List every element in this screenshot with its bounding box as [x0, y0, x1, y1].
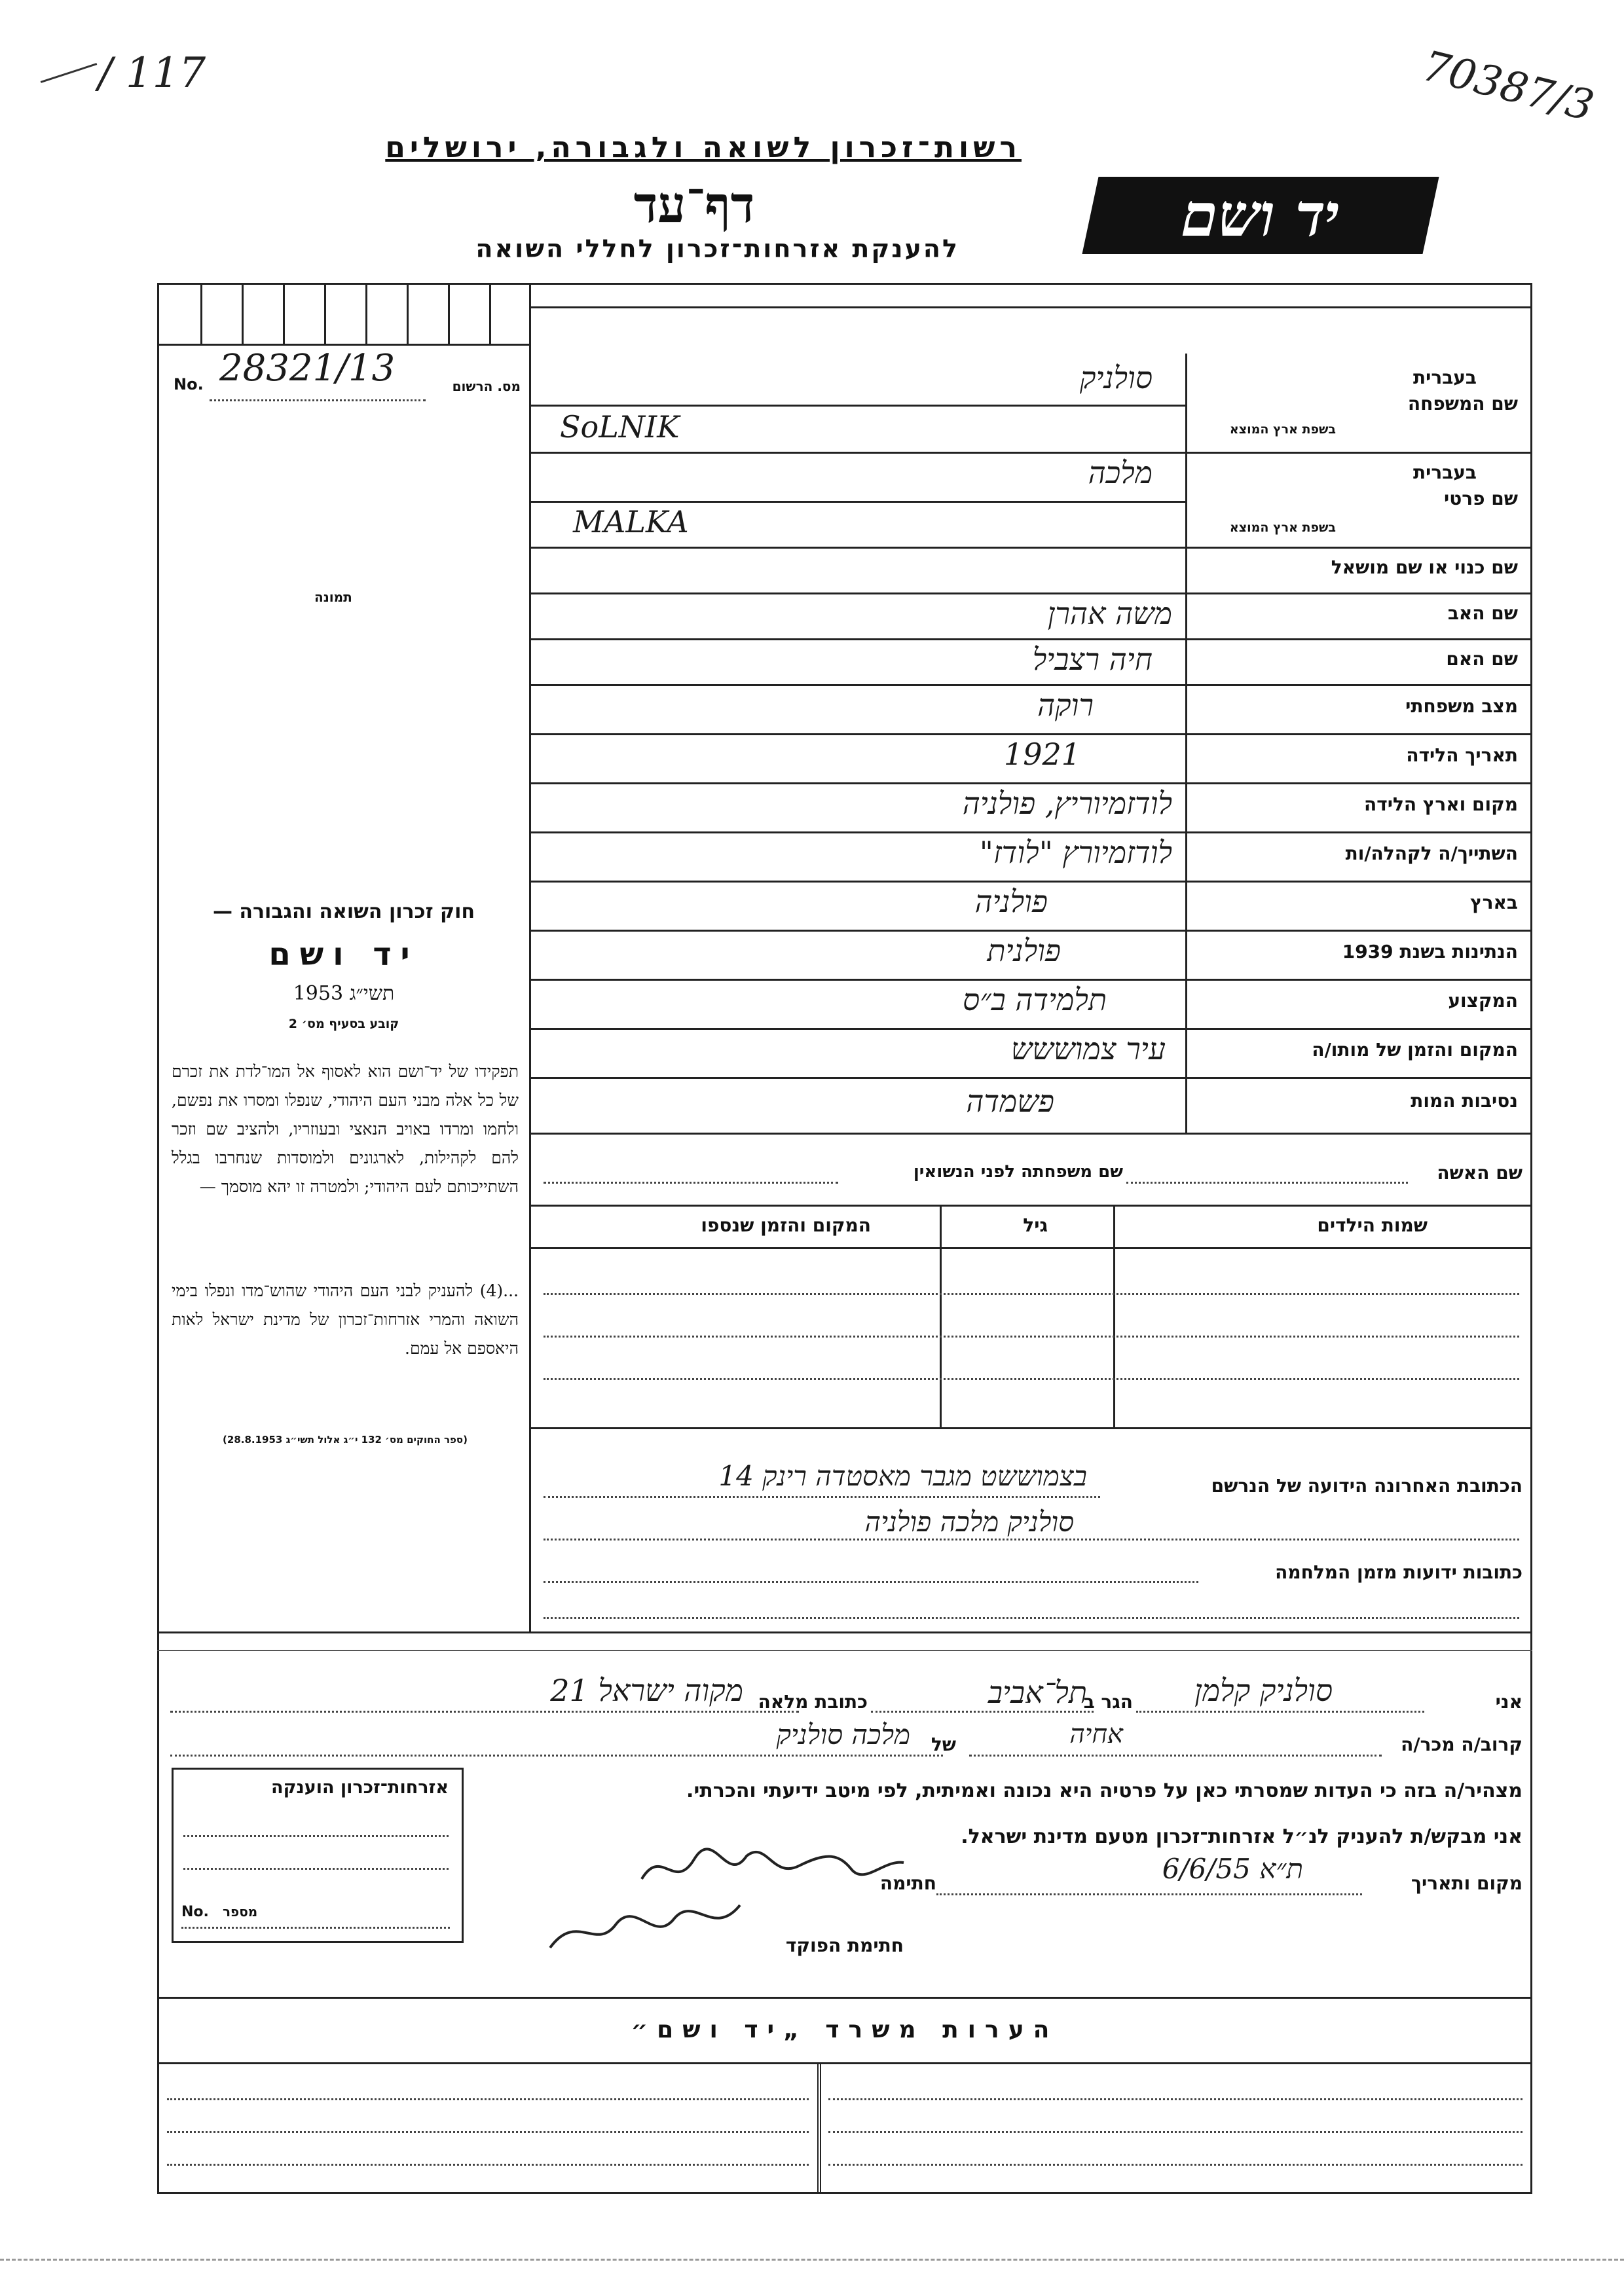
maiden-dots: [544, 1182, 838, 1184]
frame-top: [157, 283, 1532, 285]
registration-label: מס. הרשום: [452, 378, 521, 394]
address-dots: [170, 1711, 799, 1713]
row-line: [529, 1028, 1531, 1030]
remarks-dots: [167, 2098, 809, 2100]
citizenship-value: פולנית: [987, 933, 1061, 968]
row-line: [529, 831, 1531, 833]
frame-right-lower: [1530, 1631, 1532, 1998]
law-text-1: תפקידו של יד־ושם הוא לאסוף אל המו־לדת את זכרם של כל אלה מבני העם היהודי, שנפלו ומסרו את נפשם, ולחמו ומרדו באויב הנאצי ובעוזריו, ולהציב שם וזכר להם לקהילות, לארגונים ולמוסדות שנחרבו בגלל השתייכותם לעם היהודי; ולמטרה זו יהא מוסמך —: [172, 1062, 519, 1196]
community-value: לודזמיורץ "לודז": [979, 835, 1172, 870]
citizenship-box-no-label: No.: [181, 1904, 209, 1920]
remarks-dots: [167, 2131, 809, 2133]
code-boxes-bottom: [157, 344, 530, 346]
law-source: (ספר החוקים מס׳ 132 י״ג אלול תשי״ג 28.8.1953): [223, 1434, 468, 1446]
remarks-top: [157, 1997, 1532, 1999]
citizenship-granted-box: [172, 1768, 464, 1943]
declarant-address: מקוה ישראל 21: [550, 1673, 743, 1708]
request-text: אני מבקש/ת להעניק לנ״ל אזרחות־זכרון מטעם מדינת ישראל.: [961, 1825, 1522, 1848]
row-line: [529, 1077, 1531, 1079]
remarks-title: הערות משרד „יד ושם״: [631, 2016, 1059, 2043]
birthdate-value: 1921: [1003, 737, 1080, 772]
children-header-age: גיל: [1023, 1214, 1048, 1236]
law-title: חוק זכרון השואה והגבורה —: [212, 900, 475, 923]
law-year: תשי״ג 1953: [293, 982, 395, 1005]
authority-name: רשות־זכרון לשואה ולגבורה, ירושלים: [385, 131, 1022, 164]
frame-mid-2: [157, 1650, 1532, 1651]
column-divider: [529, 283, 531, 1631]
last-address-dots-2: [544, 1539, 1519, 1540]
children-header-line: [529, 1247, 1531, 1249]
row-line: [529, 452, 1531, 454]
circumstances-value: פשמדה: [966, 1084, 1054, 1119]
law-clause: קובע בסעיף מס׳ 2: [288, 1017, 399, 1031]
children-row-dots: [544, 1336, 1519, 1338]
firstname-hebrew-value: מלכה: [1088, 455, 1153, 490]
header-row-line: [529, 306, 1531, 308]
row-line: [529, 1133, 1531, 1135]
remarks-dots: [828, 2098, 1522, 2100]
firstname-origin-label: בשפת ארץ המוצא: [1229, 520, 1336, 535]
row-line: [529, 638, 1531, 640]
remarks-dots: [167, 2164, 809, 2166]
country-label: בארץ: [1470, 892, 1518, 913]
father-value: משה אהרן: [1047, 596, 1172, 631]
row-line: [529, 733, 1531, 735]
code-box-divider: [365, 283, 367, 344]
wife-label: שם האשה: [1437, 1162, 1522, 1184]
row-line: [529, 930, 1531, 932]
of-dots: [170, 1755, 943, 1757]
row-line: [529, 592, 1531, 594]
page-subtitle: להענקת אזרחות־זכרון לחללי השואה: [475, 234, 959, 263]
row-line: [529, 547, 1531, 549]
profession-value: תלמידה ב״ס: [962, 982, 1107, 1017]
father-label: שם האב: [1447, 602, 1518, 624]
row-line: [529, 501, 1185, 503]
relation-dots: [969, 1755, 1382, 1757]
citizenship-box-number-dots: [181, 1927, 450, 1929]
code-box-divider: [324, 283, 326, 344]
full-address-label: כתובת מלאה: [758, 1691, 868, 1713]
citizenship-box-number-label: מספר: [223, 1904, 258, 1920]
surname-hebrew-value: סולניק: [1079, 360, 1153, 395]
wife-row-bottom: [529, 1205, 1531, 1207]
community-label: השתייך/ה לקהלה/ות: [1345, 843, 1518, 864]
remarks-dots: [828, 2164, 1522, 2166]
surname-origin-value: SoLNIK: [560, 409, 680, 445]
birthplace-label: מקום וארץ הלידה: [1364, 793, 1518, 815]
row-line: [529, 405, 1185, 407]
profession-label: המקצוע: [1448, 990, 1518, 1011]
citizenship-label: הנתינות בשנת 1939: [1342, 941, 1518, 962]
row-line: [529, 684, 1531, 686]
code-box-divider: [448, 283, 450, 344]
nickname-label: שם כנוי או שם מושאל: [1331, 556, 1518, 578]
row-line: [529, 881, 1531, 883]
last-address-label: הכתובת האחרונה הידועה של הנרשם: [1211, 1475, 1522, 1497]
circumstances-label: נסיבות המות: [1411, 1090, 1518, 1112]
city-dots: [871, 1711, 1094, 1713]
margin-stroke-left: [41, 63, 98, 83]
citizenship-box-dots: [183, 1835, 449, 1837]
resides-label: הגר ב: [1083, 1691, 1133, 1713]
wartime-address-label: כתובות ידועות מזמן המלחמה: [1275, 1561, 1522, 1583]
children-row-dots: [544, 1378, 1519, 1380]
place-date-value: ת״א 6/6/55: [1162, 1853, 1303, 1885]
declarant-ani-label: אני: [1495, 1691, 1522, 1713]
row-line: [529, 782, 1531, 784]
margin-note-top-left: / 117: [98, 49, 206, 98]
children-header-names: שמות הילדים: [1317, 1214, 1428, 1236]
remarks-title-line: [157, 2062, 1532, 2064]
frame-mid: [157, 1631, 1532, 1633]
children-row-dots: [544, 1293, 1519, 1295]
frame-right: [1530, 283, 1532, 1631]
wartime-dots: [544, 1581, 1198, 1583]
mother-value: חיה רצביל: [1032, 642, 1153, 677]
declaration-text: מצהיר/ה בזה כי העדות שמסרתי כאן על פרטיה היא נכונה ואמיתית, לפי מיטב ידיעתי והכרתי.: [686, 1779, 1522, 1802]
photo-label: תמונה: [314, 589, 352, 605]
relation-value: אחיה: [1069, 1719, 1123, 1749]
declarant-name: סולניק קלמן: [1194, 1673, 1333, 1708]
last-address-dots: [544, 1496, 1100, 1498]
surname-hebrew-label: בעברית: [1412, 367, 1477, 388]
surname-label: שם המשפחה: [1407, 393, 1518, 414]
registration-dots: [210, 399, 426, 401]
children-header-place: המקום והזמן שנספו: [701, 1214, 871, 1236]
firstname-label: שם פרטי: [1443, 488, 1518, 509]
remarks-dots: [828, 2131, 1522, 2133]
scan-edge: [0, 2259, 1624, 2261]
registration-no-label: No.: [174, 375, 204, 393]
citizenship-box-title: אזרחות־זכרון הוענקה: [271, 1777, 449, 1798]
code-box-divider: [407, 283, 409, 344]
birthplace-value: לודזמיוריץ, פולניה: [962, 786, 1172, 821]
law-name: יד ושם: [268, 936, 419, 973]
relative-label: קרוב/ה מכר/ה: [1401, 1734, 1522, 1755]
children-col-divider: [940, 1205, 942, 1427]
children-col-divider: [1113, 1205, 1115, 1427]
declarant-city: תל־אביב: [987, 1675, 1087, 1710]
country-value: פולניה: [974, 884, 1048, 919]
citizenship-box-dots: [183, 1868, 449, 1870]
children-table-bottom: [529, 1427, 1531, 1429]
remarks-bottom: [157, 2192, 1532, 2194]
place-date-label: מקום ותאריך: [1411, 1872, 1522, 1894]
registration-number: 28321/13: [219, 347, 396, 390]
marital-label: מצב משפחתי: [1405, 695, 1518, 717]
declarant-name-dots: [1136, 1711, 1424, 1713]
signature-label: חתימה: [879, 1872, 936, 1894]
firstname-hebrew-label: בעברית: [1412, 462, 1477, 483]
maiden-label: שם משפחתה לפני הנשואין: [913, 1162, 1123, 1182]
code-box-divider: [283, 283, 285, 344]
last-address-value: בצמוששט מגבר מאסטדה רינק 14: [718, 1460, 1087, 1492]
death-label: המקום והזמן של מותו/ה: [1312, 1039, 1518, 1061]
of-label: של: [931, 1734, 956, 1755]
margin-note-top-right: 70387/3: [1417, 41, 1598, 132]
mother-label: שם האם: [1446, 648, 1518, 670]
of-value: מלכה סולניק: [776, 1719, 910, 1751]
logo-text: יד ושם: [1174, 181, 1347, 250]
official-signature-scribble-icon: [544, 1886, 760, 1958]
firstname-origin-value: MALKA: [573, 504, 689, 539]
official-signature: [544, 1886, 760, 1958]
death-value: עיר צמוששש: [1010, 1031, 1166, 1066]
place-date-dots: [936, 1893, 1362, 1895]
last-address-value-2: סולניק מלכה פולניה: [864, 1506, 1074, 1538]
wife-dots: [1126, 1182, 1408, 1184]
surname-origin-label: בשפת ארץ המוצא: [1229, 422, 1336, 437]
yad-vashem-logo: [1082, 177, 1439, 254]
official-signature-label: חתימת הפוקד: [785, 1935, 904, 1956]
law-text-2: ...(4) להעניק לבני העם היהודי שהוש־מדו ונפלו בימי השואה והמרי אזרחות־זכרון של מדינת ישראל לאות היאספם אל עמם.: [172, 1281, 519, 1358]
code-box-divider: [242, 283, 244, 344]
page-title: דף־עד: [633, 175, 755, 234]
row-line: [529, 979, 1531, 981]
birthdate-label: תאריך הלידה: [1406, 744, 1518, 766]
label-column-divider: [1185, 354, 1187, 1133]
remarks-divider: [817, 2062, 821, 2193]
frame-left: [157, 283, 159, 1631]
wartime-dots-2: [544, 1617, 1519, 1619]
marital-value: רוקה: [1037, 687, 1094, 723]
frame-left-lower: [157, 1631, 159, 1998]
code-box-divider: [200, 283, 202, 344]
code-box-divider: [489, 283, 491, 344]
